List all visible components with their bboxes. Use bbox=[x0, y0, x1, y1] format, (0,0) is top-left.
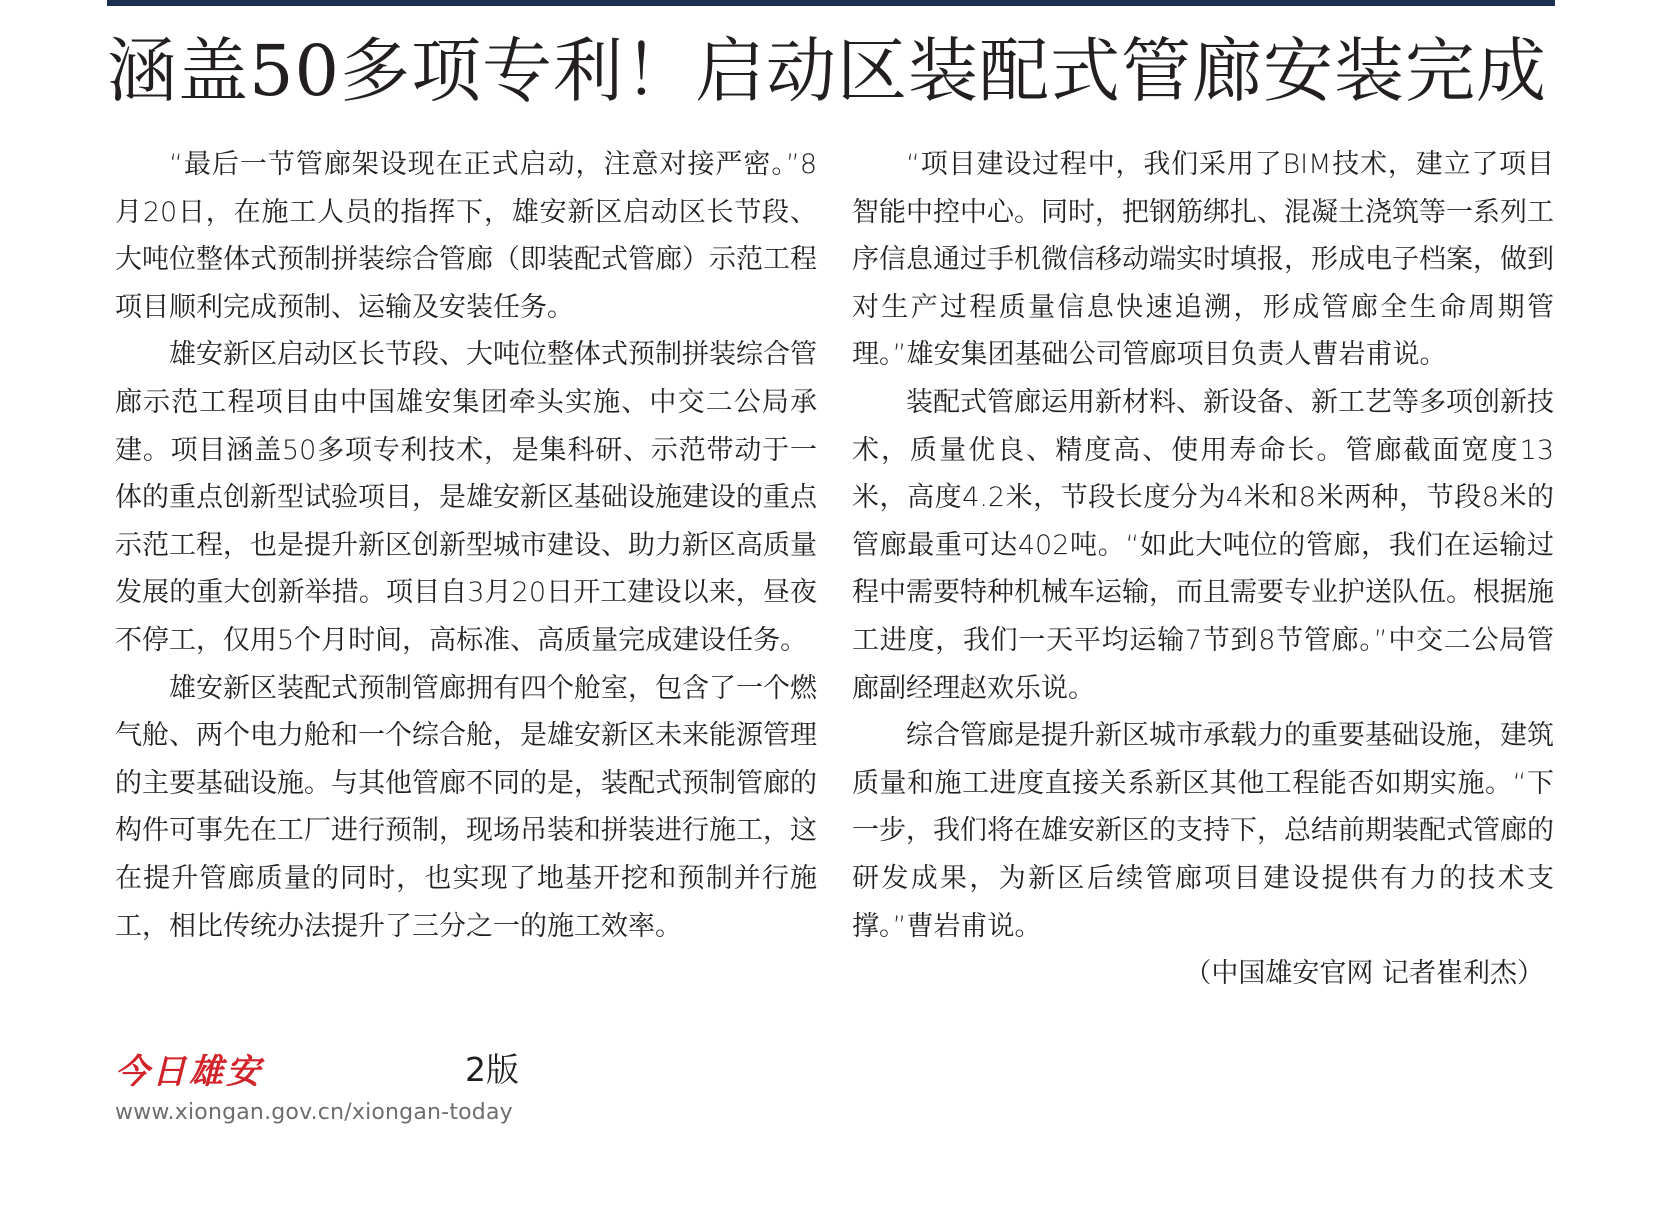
publication-logo: 今日雄安 bbox=[115, 1052, 263, 1092]
paragraph: 装配式管廊运用新材料、新设备、新工艺等多项创新技术，质量优良、精度高、使用寿命长。管廊截面宽度13米，高度4.2米，节段长度分为4米和8米两种，节段8米的管廊最重可达402吨。“如此大吨位的管廊，我们在运输过程中需要特种机械车运输，而且需要专业护送队伍。根据施工进度，我们一天平均运输7节到8节管廊。”中交二公局管廊副经理赵欢乐说。 bbox=[852, 386, 1554, 704]
page-number: 2版 bbox=[465, 1050, 519, 1089]
paragraph: 雄安新区装配式预制管廊拥有四个舱室，包含了一个燃气舱、两个电力舱和一个综合舱，是雄安新区未来能源管理的主要基础设施。与其他管廊不同的是，装配式预制管廊的构件可事先在工厂进行预制，现场吊装和拼装进行施工，这在提升管廊质量的同时，也实现了地基开挖和预制并行施工，相比传统办法提升了三分之一的施工效率。 bbox=[115, 672, 817, 942]
article-column-left bbox=[115, 141, 817, 950]
footer bbox=[115, 1050, 535, 1140]
top-rule bbox=[107, 0, 1555, 6]
byline: （中国雄安官网 记者崔利杰） bbox=[1184, 958, 1544, 990]
paragraph: “最后一节管廊架设现在正式启动，注意对接严密。”8月20日，在施工人员的指挥下，雄安新区启动区长节段、大吨位整体式预制拼装综合管廊（即装配式管廊）示范工程项目顺利完成预制、运输及安装任务。 bbox=[115, 149, 817, 323]
paragraph: 雄安新区启动区长节段、大吨位整体式预制拼装综合管廊示范工程项目由中国雄安集团牵头实施、中交二公局承建。项目涵盖50多项专利技术，是集科研、示范带动于一体的重点创新型试验项目，是雄安新区基础设施建设的重点示范工程，也是提升新区创新型城市建设、助力新区高质量发展的重大创新举措。项目自3月20日开工建设以来，昼夜不停工，仅用5个月时间，高标准、高质量完成建设任务。 bbox=[115, 339, 817, 656]
paragraph: “项目建设过程中，我们采用了BIM技术，建立了项目智能中控中心。同时，把钢筋绑扎、混凝土浇筑等一系列工序信息通过手机微信移动端实时填报，形成电子档案，做到对生产过程质量信息快速追溯，形成管廊全生命周期管理。”雄安集团基础公司管廊项目负责人曹岩甫说。 bbox=[852, 149, 1554, 371]
article-column-right bbox=[852, 141, 1554, 998]
publication-url[interactable]: www.xiongan.gov.cn/xiongan-today bbox=[115, 1100, 513, 1125]
paragraph: 综合管廊是提升新区城市承载力的重要基础设施，建筑质量和施工进度直接关系新区其他工程能否如期实施。“下一步，我们将在雄安新区的支持下，总结前期装配式管廊的研发成果，为新区后续管廊项目建设提供有力的技术支撑。”曹岩甫说。 bbox=[852, 720, 1554, 942]
headline: 涵盖50多项专利！启动区装配式管廊安装完成 bbox=[106, 30, 1548, 112]
